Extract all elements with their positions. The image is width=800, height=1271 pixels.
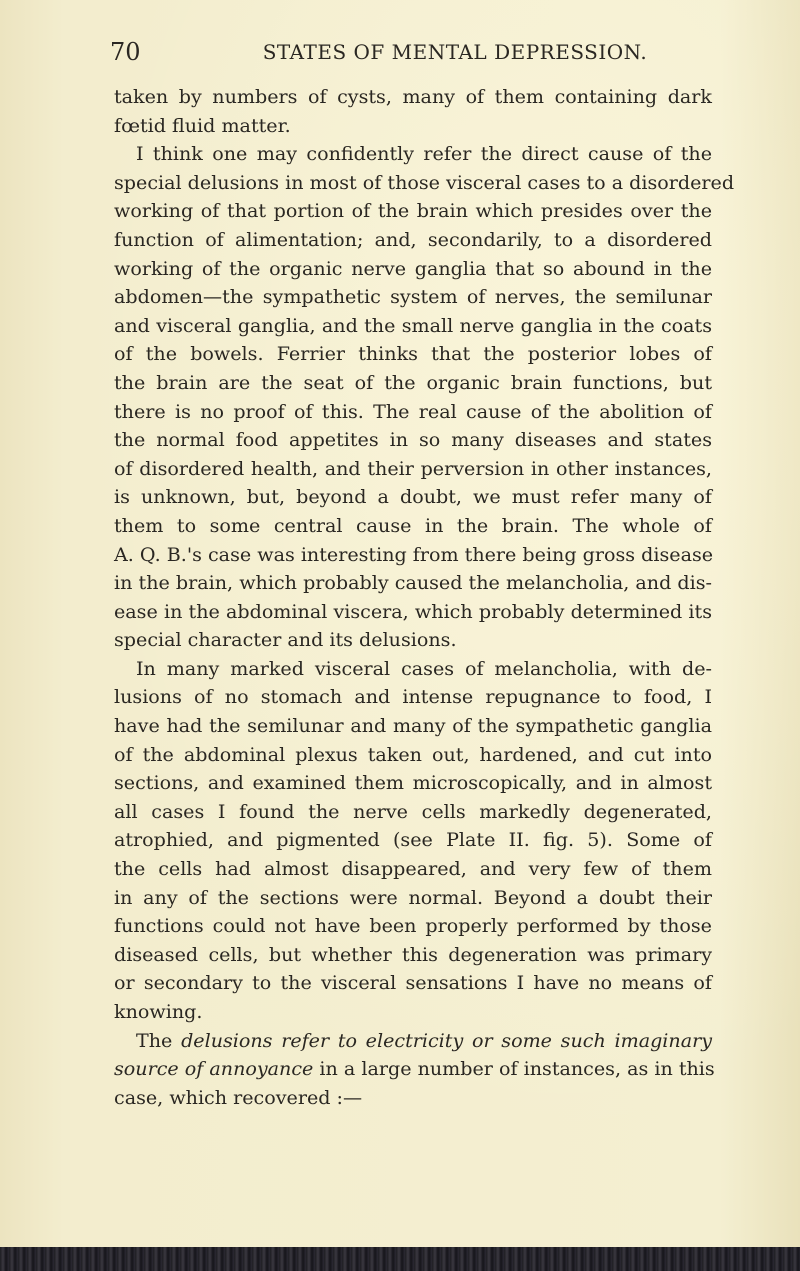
body-text	[114, 83, 735, 1112]
text-line: In many marked visceral cases of melancholia, with de-	[136, 656, 712, 680]
text-line: function of alimentation; and, secondarily, to a disordered	[114, 227, 712, 251]
text-line: atrophied, and pigmented (see Plate II. fig. 5). Some of	[114, 828, 712, 852]
text-line: I think one may confidently refer the direct cause of the	[136, 142, 712, 166]
text-line: of disordered health, and their perversion in other instances,	[114, 456, 712, 480]
paragraph-3	[114, 655, 712, 1027]
text-line: the brain are the seat of the organic brain functions, but	[114, 370, 712, 394]
scan-edge-band	[0, 1247, 800, 1271]
text-line: fœtid fluid matter.	[114, 113, 291, 137]
text-line: the normal food appetites in so many diseases and states	[114, 428, 712, 452]
text-line: the cells had almost disappeared, and very few of them	[114, 857, 712, 881]
text-line: ease in the abdominal viscera, which probably determined its	[114, 599, 712, 623]
text-line: lusions of no stomach and intense repugnance to food, I	[114, 685, 712, 709]
text-line: in any of the sections were normal. Beyond a doubt their	[114, 885, 712, 909]
text-line: them to some central cause in the brain. The whole of	[114, 513, 712, 537]
text-line: and visceral ganglia, and the small nerve ganglia in the coats	[114, 313, 712, 337]
text-line: sections, and examined them microscopically, and in almost	[114, 771, 712, 795]
text-line: of the abdominal plexus taken out, hardened, and cut into	[114, 742, 712, 766]
text-line: diseased cells, but whether this degeneration was primary	[114, 942, 712, 966]
text-line: taken by numbers of cysts, many of them containing dark	[114, 85, 712, 108]
text-line: all cases I found the nerve cells markedly degenerated,	[114, 799, 712, 823]
text-line	[114, 1055, 715, 1084]
text-line: special character and its delusions.	[114, 628, 457, 652]
text-line: or secondary to the visceral sensations I have no means of	[114, 971, 712, 995]
text-line: working of that portion of the brain which presides over the	[114, 199, 712, 223]
italic-phrase: delusions refer to electricity or some such imaginary	[181, 1028, 712, 1052]
text-line: is unknown, but, beyond a doubt, we must refer many of	[114, 485, 712, 509]
text-line: special delusions in most of those visceral cases to a disordered	[114, 170, 735, 194]
text-line: A. Q. B.'s case was interesting from there being gross disease	[114, 542, 714, 566]
text-line: working of the organic nerve ganglia that so abound in the	[114, 256, 712, 280]
text-line: functions could not have been properly performed by those	[114, 914, 712, 938]
text-line: in the brain, which probably caused the melancholia, and dis-	[114, 571, 712, 595]
running-head: STATES OF MENTAL DEPRESSION.	[262, 40, 648, 64]
text-line	[114, 1027, 712, 1056]
text-line: knowing.	[114, 1000, 203, 1023]
text-line: have had the semilunar and many of the sympathetic ganglia	[114, 714, 712, 738]
text-line: there is no proof of this. The real cause of the abolition of	[114, 399, 712, 423]
italic-phrase: source of annoyance	[114, 1057, 314, 1081]
paragraph-1	[114, 83, 712, 140]
paragraph-2	[114, 140, 735, 655]
text-line: case, which recovered :—	[114, 1085, 363, 1109]
paragraph-4	[114, 1027, 715, 1113]
page-header	[110, 38, 760, 68]
text-line: of the bowels. Ferrier thinks that the posterior lobes of	[114, 342, 712, 366]
page-number: 70	[110, 38, 141, 66]
text-run: in a large number of instances, as in this	[313, 1057, 715, 1081]
text-line: abdomen—the sympathetic system of nerves, the semilunar	[114, 285, 712, 309]
lead-word: The	[136, 1028, 173, 1052]
